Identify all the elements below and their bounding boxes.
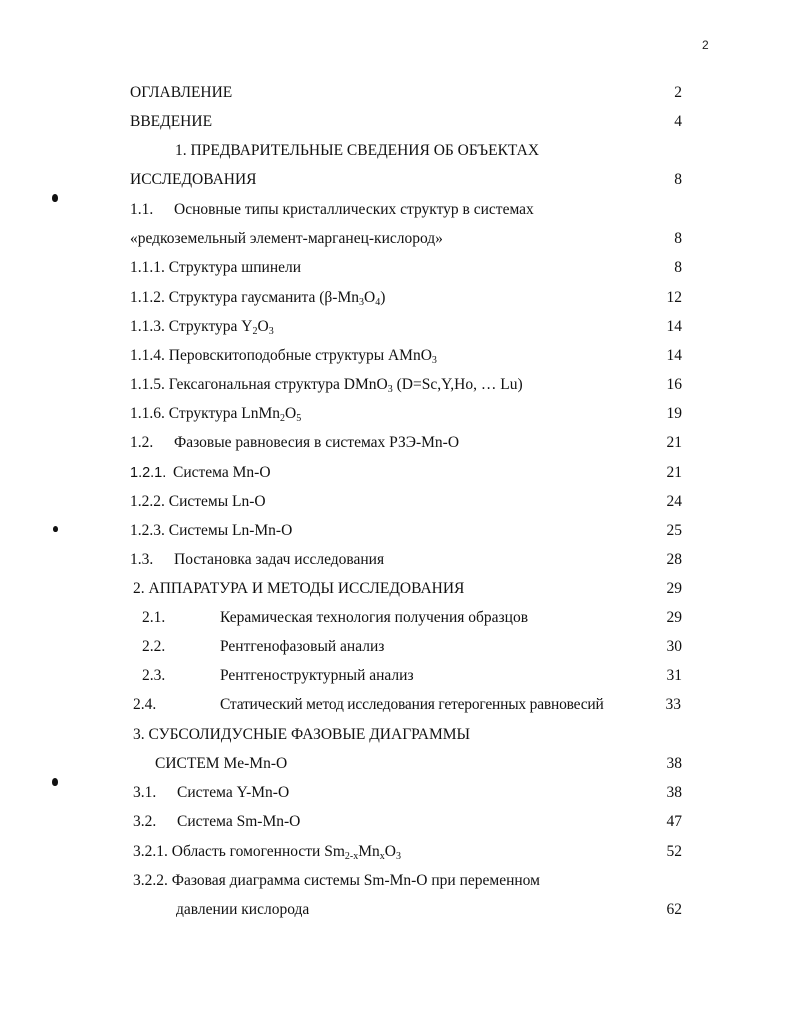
- toc-number: 3.2.: [133, 813, 157, 830]
- toc-page: 4: [674, 113, 682, 130]
- toc-title: Статический метод исследования гетерогенных равновесий: [220, 696, 604, 713]
- toc-entry: [0, 606, 792, 630]
- toc-title: 2. АППАРАТУРА И МЕТОДЫ ИССЛЕДОВАНИЯ: [133, 580, 465, 597]
- toc-title: [133, 840, 401, 864]
- toc-page: 30: [666, 638, 682, 655]
- toc-entry: [0, 256, 792, 280]
- subscript: 2-x: [344, 851, 359, 862]
- page-number: 2: [702, 38, 709, 52]
- toc-entry: [0, 110, 792, 134]
- toc-page: 24: [666, 493, 682, 510]
- subscript: 2: [280, 413, 286, 424]
- toc-page: 14: [666, 318, 682, 335]
- toc-entry: [0, 461, 792, 485]
- subscript: 3: [387, 384, 393, 395]
- toc-entry: [0, 431, 792, 455]
- subscript: x: [379, 851, 385, 862]
- subscript: 5: [296, 413, 302, 424]
- toc-entry: [0, 286, 792, 310]
- toc-title: [130, 315, 274, 339]
- toc-page: 8: [674, 259, 682, 276]
- toc-page: 29: [666, 580, 682, 597]
- toc-page: 52: [666, 843, 682, 860]
- toc-entry: [0, 781, 792, 805]
- toc-title: Керамическая технология получения образцов: [220, 609, 529, 626]
- toc-number: 2.2.: [142, 638, 166, 655]
- toc-title: Фазовые равновесия в системах РЗЭ-Mn-O: [174, 434, 460, 451]
- toc-page: 25: [666, 522, 682, 539]
- toc-number: 3.1.: [133, 784, 157, 801]
- subscript: 4: [375, 297, 381, 308]
- toc-title: 1.2.2. Системы Ln-O: [130, 493, 266, 510]
- toc-entry: [0, 869, 792, 893]
- text: Mn: [358, 843, 380, 860]
- toc-entry: [0, 840, 792, 864]
- toc-title: Рентгеноструктурный анализ: [220, 667, 414, 684]
- toc-entry: [0, 168, 792, 192]
- toc-title: 3.2.2. Фазовая диаграмма системы Sm-Mn-O при переменном: [133, 872, 540, 889]
- toc-title: Система Y-Mn-O: [177, 784, 290, 801]
- toc-page: 21: [666, 434, 682, 451]
- toc-entry: [0, 315, 792, 339]
- toc-page: 2: [674, 84, 682, 101]
- toc-title: 1.1.1. Структура шпинели: [130, 259, 302, 276]
- toc-entry: [0, 344, 792, 368]
- toc-page: 28: [666, 551, 682, 568]
- toc-title: Система Sm-Mn-O: [177, 813, 301, 830]
- toc-title: СИСТЕМ Me-Mn-O: [155, 755, 288, 772]
- toc-title: Постановка задач исследования: [174, 551, 385, 568]
- subscript: 3: [396, 851, 401, 862]
- subscript: 3: [359, 297, 365, 308]
- toc-title: 1.2.3. Системы Ln-Mn-O: [130, 522, 293, 539]
- toc-entry: [0, 752, 792, 776]
- toc-title: Система Mn-O: [173, 464, 271, 481]
- subscript: 3: [431, 355, 437, 366]
- subscript: 2: [252, 326, 258, 337]
- toc-page: 31: [666, 667, 682, 684]
- toc-page: 14: [666, 347, 682, 364]
- toc-entry: [0, 693, 792, 717]
- text: 1.1.2. Структура гаусманита (β-Mn: [130, 289, 360, 306]
- text: O: [285, 405, 297, 422]
- toc-page: 62: [666, 901, 682, 918]
- toc-title: [130, 344, 437, 368]
- toc-page: 8: [674, 230, 682, 247]
- toc-entry: [0, 664, 792, 688]
- toc-page: 47: [666, 813, 682, 830]
- toc-entry: [0, 490, 792, 514]
- toc-page: 19: [666, 405, 682, 422]
- toc-title: 1. ПРЕДВАРИТЕЛЬНЫЕ СВЕДЕНИЯ ОБ ОБЪЕКТАХ: [175, 142, 540, 159]
- toc-entry: [0, 723, 792, 747]
- toc-title: Рентгенофазовый анализ: [220, 638, 385, 655]
- toc-number: 1.3.: [130, 551, 154, 568]
- toc-number: 1.1.: [130, 201, 154, 218]
- toc-page: 33: [665, 696, 681, 713]
- text: O: [364, 289, 376, 306]
- text: 3.2.1. Область гомогенности Sm: [133, 843, 345, 860]
- text: (D=Sc,Y,Ho, … Lu): [392, 376, 523, 393]
- toc-entry: [0, 810, 792, 834]
- toc-number: 2.3.: [142, 667, 166, 684]
- toc-entry: [0, 548, 792, 572]
- toc-title: Основные типы кристаллических структур в системах: [174, 201, 534, 218]
- toc-entry: [0, 198, 792, 222]
- text: ): [380, 289, 386, 306]
- toc-title: ИССЛЕДОВАНИЯ: [130, 171, 257, 188]
- toc-entry: [0, 227, 792, 251]
- toc-page: 8: [674, 171, 682, 188]
- toc-entry: [0, 139, 792, 163]
- toc-title: ВВЕДЕНИЕ: [130, 113, 213, 130]
- text: O: [257, 318, 269, 335]
- toc-entry: [0, 519, 792, 543]
- toc-page: 29: [666, 609, 682, 626]
- toc-entry: [0, 898, 792, 922]
- toc-page: 21: [666, 464, 682, 481]
- subscript: 3: [268, 326, 274, 337]
- toc-title: [130, 286, 385, 310]
- toc-number: 1.2.: [130, 434, 154, 451]
- toc-number: 2.1.: [142, 609, 166, 626]
- toc-page: 38: [666, 755, 682, 772]
- toc-title: давлении кислорода: [176, 901, 310, 918]
- text: 1.1.3. Структура Y: [130, 318, 253, 335]
- toc-entry: [0, 81, 792, 105]
- toc-title: ОГЛАВЛЕНИЕ: [130, 84, 233, 101]
- toc-entry: [0, 635, 792, 659]
- toc-number: 1.2.1.: [130, 465, 167, 481]
- toc-page: 12: [666, 289, 682, 306]
- toc-page: 38: [666, 784, 682, 801]
- toc-title: [130, 373, 523, 397]
- text: O: [384, 843, 396, 860]
- toc-number: 2.4.: [133, 696, 157, 713]
- text: 1.1.4. Перовскитоподобные структуры AMnO: [130, 347, 432, 364]
- text: 1.1.5. Гексагональная структура DMnO: [130, 376, 388, 393]
- text: 1.1.6. Структура LnMn: [130, 405, 281, 422]
- toc-page: 16: [666, 376, 682, 393]
- toc-title: «редкоземельный элемент-марганец-кислород»: [130, 230, 443, 247]
- toc-entry: [0, 373, 792, 397]
- toc-title: 3. СУБСОЛИДУСНЫЕ ФАЗОВЫЕ ДИАГРАММЫ: [133, 726, 471, 743]
- toc-entry: [0, 577, 792, 601]
- toc-entry: [0, 402, 792, 426]
- toc-title: [130, 402, 301, 426]
